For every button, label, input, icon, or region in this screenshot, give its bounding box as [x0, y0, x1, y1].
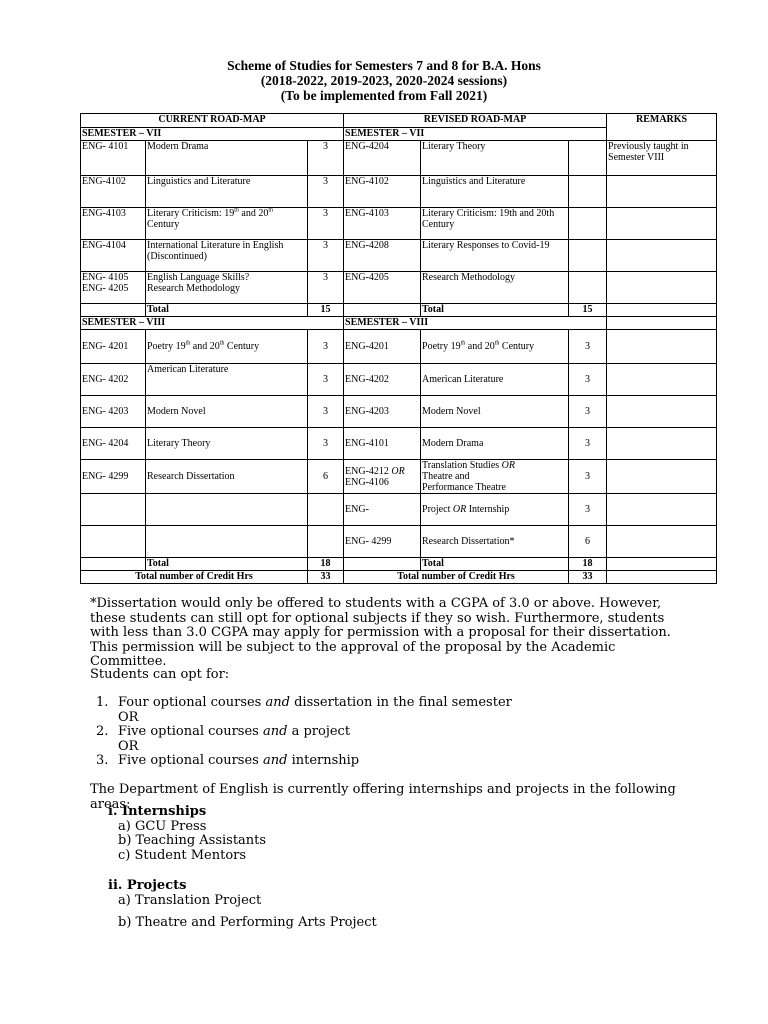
credit-hours: 3 [569, 364, 607, 396]
course-code: ENG-4208 [344, 240, 421, 272]
course-title: Modern Novel [421, 396, 569, 428]
credit-hours: 3 [308, 272, 344, 304]
credit-hours: 3 [308, 330, 344, 364]
course-code: ENG- 4101 [81, 141, 146, 176]
course-code: ENG-4201 [344, 330, 421, 364]
credit-hours: 3 [569, 428, 607, 460]
table-row [81, 428, 717, 460]
course-code: ENG- 4105 ENG- 4205 [81, 272, 146, 304]
course-title: Modern Drama [421, 428, 569, 460]
remark [607, 176, 717, 208]
discontinued-note: (Discontinued) [147, 251, 207, 262]
course-title: Literary Responses to Covid-19 [421, 240, 569, 272]
course-title: Literary Theory [146, 428, 308, 460]
total-credit-hours: 15 [569, 304, 607, 317]
remark [607, 240, 717, 272]
course-title: Literary Criticism: 19th and 20th Century [146, 208, 308, 240]
course-code: ENG- 4299 [81, 460, 146, 494]
list-item: b) Theatre and Performing Arts Project [118, 915, 377, 930]
header-current-roadmap: CURRENT ROAD-MAP [81, 114, 344, 128]
credit-hours: 3 [569, 330, 607, 364]
course-title: Modern Drama [146, 141, 308, 176]
areas-list [108, 805, 708, 931]
credit-hours: 3 [308, 176, 344, 208]
list-item: c) Student Mentors [118, 847, 247, 863]
table-row [81, 272, 717, 304]
course-code: ENG-4103 [81, 208, 146, 240]
list-item: 2. Five optional courses and a project [96, 724, 351, 739]
credit-hours [569, 176, 607, 208]
internships-heading: i. Internships [108, 804, 207, 819]
course-code: ENG- [344, 494, 421, 526]
course-title: Research Dissertation* [421, 526, 569, 558]
course-title: Linguistics and Literature [421, 176, 569, 208]
total-credit-hours: 18 [569, 558, 607, 571]
header-revised-roadmap: REVISED ROAD-MAP [344, 114, 607, 128]
credit-hours: 3 [308, 208, 344, 240]
credit-hours [569, 272, 607, 304]
semester-8-label-revised: SEMESTER – VIII [344, 317, 607, 330]
course-code: ENG- 4204 [81, 428, 146, 460]
credit-hours: 3 [308, 141, 344, 176]
table-row [81, 526, 717, 558]
table-header-row [81, 114, 717, 128]
course-title: English Language Skills? Research Methodology [146, 272, 308, 304]
table-row [81, 176, 717, 208]
course-title: Translation Studies OR Theatre and Performance Theatre [421, 460, 569, 494]
header-remarks: REMARKS [607, 114, 717, 141]
course-code: ENG- 4203 [81, 396, 146, 428]
course-code: ENG-4104 [81, 240, 146, 272]
table-row [81, 460, 717, 494]
course-code: ENG-4102 [81, 176, 146, 208]
credit-hours [569, 208, 607, 240]
title-line-2: (2018-2022, 2019-2023, 2020-2024 sessions) [260, 73, 508, 88]
grand-total-label: Total number of Credit Hrs [81, 571, 308, 584]
semester-7-label-current: SEMESTER – VII [81, 128, 344, 141]
course-code: ENG-4103 [344, 208, 421, 240]
dissertation-note: *Dissertation would only be offered to students with a CGPA of 3.0 or above. However, these students can still opt for optional subjects if they so wish. Furthermore, students with less than 3.0 CGPA may apply for permission with a proposal for their dissertation. This permission will be subject to the approval of the proposal by the Academic Committee. [90, 596, 671, 669]
course-title: American Literature [421, 364, 569, 396]
course-title: American Literature [146, 364, 308, 396]
course-title: Literary Theory [421, 141, 569, 176]
table-row [81, 396, 717, 428]
course-code: ENG-4212 OR ENG-4106 [344, 460, 421, 494]
table-row [81, 330, 717, 364]
semester-7-label-revised: SEMESTER – VII [344, 128, 607, 141]
course-title: Research Dissertation [146, 460, 308, 494]
list-item: a) Translation Project [118, 892, 262, 908]
course-title: Research Methodology [421, 272, 569, 304]
remark [607, 272, 717, 304]
credit-hours [569, 141, 607, 176]
or-separator: OR [118, 738, 139, 754]
list-item: 1. Four optional courses and dissertation in the final semester [96, 695, 512, 710]
credit-hours [569, 240, 607, 272]
course-code: ENG- 4299 [344, 526, 421, 558]
course-title: International Literature in English (Discontinued) [146, 240, 308, 272]
semester-8-label-row [81, 317, 717, 330]
total-label: Total [421, 558, 569, 571]
grand-total-label: Total number of Credit Hrs [344, 571, 569, 584]
credit-hours: 3 [569, 396, 607, 428]
course-title: Poetry 19th and 20th Century [146, 330, 308, 364]
options-list [96, 696, 696, 769]
credit-hours: 6 [308, 460, 344, 494]
course-title: Literary Criticism: 19th and 20th Century [421, 208, 569, 240]
table-row [81, 208, 717, 240]
course-title: Project OR Internship [421, 494, 569, 526]
title-line-1: Scheme of Studies for Semesters 7 and 8 for B.A. Hons [227, 58, 541, 73]
projects-heading: ii. Projects [108, 878, 187, 893]
title-line-3: (To be implemented from Fall 2021) [280, 88, 488, 103]
total-credit-hours: 18 [308, 558, 344, 571]
total-credit-hours: 15 [308, 304, 344, 317]
course-title: Modern Novel [146, 396, 308, 428]
table-row [81, 141, 717, 176]
table-row [81, 494, 717, 526]
table-row [81, 364, 717, 396]
total-label: Total [421, 304, 569, 317]
credit-hours: 6 [569, 526, 607, 558]
or-separator: OR [118, 709, 139, 725]
grand-total-row [81, 571, 717, 584]
course-code: ENG- 4202 [81, 364, 146, 396]
remark: Previously taught in Semester VIII [607, 141, 717, 176]
grand-total-credit-hours: 33 [569, 571, 607, 584]
semester-7-total-row [81, 304, 717, 317]
list-item: 3. Five optional courses and internship [96, 753, 360, 768]
credit-hours: 3 [308, 396, 344, 428]
total-label: Total [146, 304, 308, 317]
total-label: Total [146, 558, 308, 571]
remark [607, 208, 717, 240]
course-code: ENG-4202 [344, 364, 421, 396]
semester-8-total-row [81, 558, 717, 571]
options-intro: Students can opt for: [90, 667, 230, 682]
course-code: ENG- 4201 [81, 330, 146, 364]
list-item: a) GCU Press [118, 818, 207, 834]
credit-hours: 3 [569, 460, 607, 494]
scheme-table [80, 113, 717, 584]
course-title: Linguistics and Literature [146, 176, 308, 208]
credit-hours: 3 [308, 364, 344, 396]
department-statement: The Department of English is currently offering internships and projects in the following areas: [90, 782, 676, 812]
list-item: b) Teaching Assistants [118, 833, 267, 848]
course-code: ENG-4204 [344, 141, 421, 176]
credit-hours: 3 [308, 240, 344, 272]
course-code: ENG-4102 [344, 176, 421, 208]
table-row [81, 240, 717, 272]
grand-total-credit-hours: 33 [308, 571, 344, 584]
course-code: ENG-4101 [344, 428, 421, 460]
course-code: ENG-4205 [344, 272, 421, 304]
credit-hours: 3 [569, 494, 607, 526]
course-title: Poetry 19th and 20th Century [421, 330, 569, 364]
course-code: ENG-4203 [344, 396, 421, 428]
credit-hours: 3 [308, 428, 344, 460]
document-title [0, 58, 768, 103]
semester-8-label-current: SEMESTER – VIII [81, 317, 344, 330]
